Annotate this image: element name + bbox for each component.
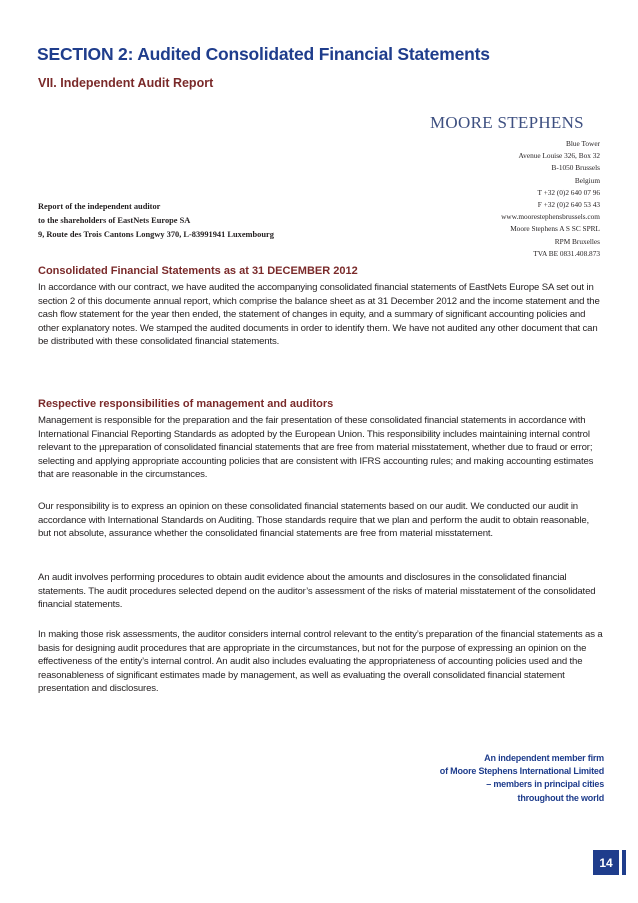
addressee-line: Report of the independent auditor [38,202,161,211]
address-line: TVA BE 0831.408.873 [533,248,600,258]
firm-address-block [380,138,600,260]
section-title: SECTION 2: Audited Consolidated Financial Statements [37,44,490,64]
address-line: T +32 (0)2 640 07 96 [537,187,600,197]
address-line: RPM Bruxelles [554,236,600,246]
member-note-line: of Moore Stephens International Limited [439,766,604,777]
addressee-line: to the shareholders of EastNets Europe SA [38,216,191,225]
address-line: Avenue Louise 326, Box 32 [518,151,600,161]
page-number: 14 [593,850,619,875]
address-line: Moore Stephens A S SC SPRL [510,224,600,234]
member-note-line: throughout the world [517,792,604,803]
report-addressee [38,200,274,242]
responsibilities-paragraph-3: An audit involves performing procedures to obtain audit evidence about the amounts and disclosures in the consolidated financial statements. The audit procedures selected depend on the auditor’s assessment of the risks of material misstatement of the consolidated financial statements. [38,572,596,611]
report-subtitle: VII. Independent Audit Report [38,76,214,90]
member-note-line: An independent member firm [484,753,604,763]
addressee-line: 9, Route des Trois Cantons Longwy 370, L-83991941 Luxembourg [38,230,274,239]
responsibilities-paragraph-2: Our responsibility is to express an opinion on these consolidated financial statements based on our audit. We conducted our audit in accordance with International Standards on Auditing. Those standards require that we plan and perform the audit to obtain reasonable, but not absolute, assurance whether the consolidated financial statements are free from material misstatement. [38,501,590,540]
responsibilities-heading: Respective responsibilities of management and auditors [38,398,334,410]
page-edge-rule [622,850,626,875]
address-line: B-1050 Brussels [551,163,600,173]
member-note-line: – members in principal cities [486,779,604,790]
consolidated-paragraph: In accordance with our contract, we have audited the accompanying consolidated financial statements of EastNets Europe SA set out in section 2 of this documente annual report, which comprise the balance sheet as at 31 December 2012 and the income statement and the cash flow statement for the year then ended, the statement of changes in equity, and a summary of significant accounting policies and other explanatory notes. We stamped the audited documents in order to identify them. We have not audited any other document that can be distributed with these consolidated financial statements. [38,282,600,348]
moore-stephens-logo: MOORE STEPHENS [430,113,584,132]
responsibilities-paragraph-4: In making those risk assessments, the auditor considers internal control relevant to the entity’s preparation of the financial statements as a basis for designing audit procedures that are appropriate in the circumstances, but not for the purpose of expressing an opinion on the effectiveness of the entity’s internal control. An audit also includes evaluating the appropriateness of accounting policies used and the reasonableness of significant estimates made by management, as well as evaluating the overall consolidated financial statement presentation and disclosures. [38,629,603,695]
consolidated-heading: Consolidated Financial Statements as at 31 DECEMBER 2012 [38,265,358,277]
address-line: F +32 (0)2 640 53 43 [537,200,600,210]
address-line: www.moorestephensbrussels.com [501,212,600,222]
responsibilities-paragraph-1: Management is responsible for the preparation and the fair presentation of these consolidated financial statements in accordance with International Financial Reporting Standards as adopted by the European Union. This responsibility includes maintaining internal control relevant to the µpreparation of consolidated financial statements that are free from material misstatement, whether due to fraud or error; selecting and applying appropriate accounting policies that are consistent with IFRS accounting rules; and making accounting estimates that are reasonable in the circumstances. [38,415,594,481]
address-line: Belgium [574,175,600,185]
address-line: Blue Tower [565,139,600,148]
member-firm-note [344,752,604,805]
